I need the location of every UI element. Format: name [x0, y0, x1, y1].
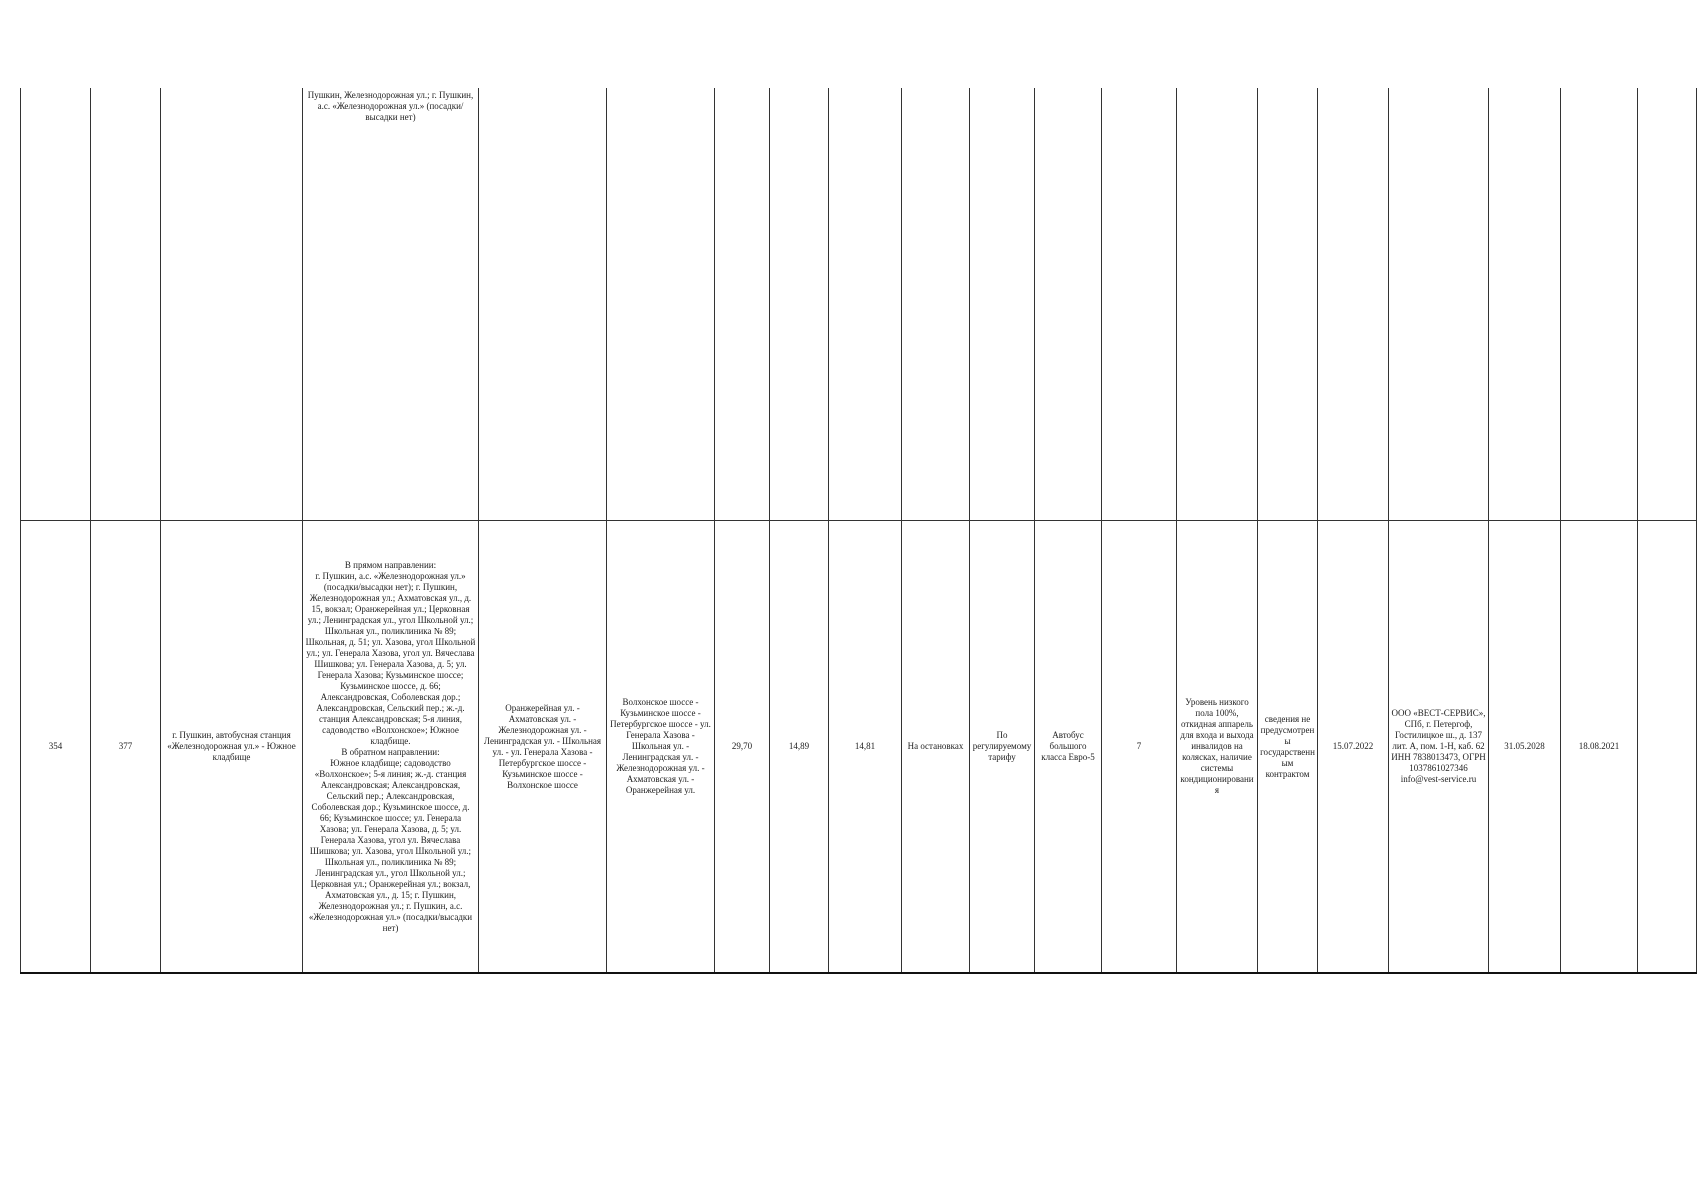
- cell-boarding: На остановках: [902, 521, 970, 974]
- cell-empty: [1318, 88, 1389, 521]
- cell-empty: [607, 88, 715, 521]
- cell-empty: [1035, 88, 1102, 521]
- cell-route-name: г. Пушкин, автобусная станция «Железнодорожная ул.» - Южное кладбище: [161, 521, 303, 974]
- cell-empty: [715, 88, 770, 521]
- cell-stops: В прямом направлении: г. Пушкин, а.с. «Железнодорожная ул.» (посадки/высадки нет); г. Пушкин, Железнодорожная ул.; Ахматовская ул., д. 15, вокзал; Оранжерейная ул.; Церковная ул.; Ленинградская ул., угол Школьной ул.; Школьная ул., поликлиника № 89; Школьная, д. 51; ул. Хазова, угол Школьной ул.; ул. Генерала Хазова, угол ул. Вячеслава Шишкова; ул. Генерала Хазова, д. 5; ул. Генерала Хазова; Кузьминское шоссе; Кузьминское шоссе, д. 66; Александровская, Соболевская дор.; Александровская, Сельский пер.; ж.-д. станция Александровская; 5-я линия, садоводство «Волхонское»; Южное кладбище. В обратном направлении: Южное кладбище; садоводство «Волхонское»; 5-я линия; ж.-д. станция Александровская; Александровская, Сельский пер.; Александровская, Соболевская дор.; Кузьминское шоссе, д. 66; Кузьминское шоссе; ул. Генерала Хазова; ул. Генерала Хазова, д. 5; ул. Генерала Хазова, угол ул. Вячеслава Шишкова; ул. Хазова, угол Школьной ул.; Школьная ул., поликлиника № 89; Ленинградская ул., угол Школьной ул.; Церковная ул.; Оранжерейная ул.; вокзал, Ахматовская ул., д. 15; г. Пушкин, Железнодорожная ул.; г. Пушкин, а.с. «Железнодорожная ул.» (посадки/высадки нет): [303, 521, 479, 974]
- cell-start-date: 15.07.2022: [1318, 521, 1389, 974]
- cell-empty: [91, 88, 161, 521]
- cell-empty: [970, 88, 1035, 521]
- cell-empty: [479, 88, 607, 521]
- cell-contract-info: сведения не предусмотрены государственным контрактом: [1258, 521, 1318, 974]
- cell-characteristics: Уровень низкого пола 100%, откидная аппарель для входа и выхода инвалидов на колясках, наличие системы кондиционирования: [1177, 521, 1258, 974]
- cell-end-date: 31.05.2028: [1489, 521, 1561, 974]
- cell-carrier: ООО «ВЕСТ-СЕРВИС», СПб, г. Петергоф, Гостилицкое ш., д. 137 лит. А, пом. 1-Н, каб. 62 ИНН 7838013473, ОГРН 1037861027346 info@vest-service.ru: [1389, 521, 1489, 974]
- cell-empty: [1102, 88, 1177, 521]
- cell-doc-date: 18.08.2021: [1561, 521, 1638, 974]
- table-row: [21, 521, 1697, 974]
- cell-streets-backward: Волхонское шоссе - Кузьминское шоссе - Петербургское шоссе - ул. Генерала Хазова - Школьная ул. - Ленинградская ул. - Железнодорожная ул. - Ахматовская ул. - Оранжерейная ул.: [607, 521, 715, 974]
- cell-empty: [1638, 88, 1697, 521]
- route-registry-table: [20, 88, 1697, 974]
- cell-tariff: По регулируемому тарифу: [970, 521, 1035, 974]
- cell-route-number: 377: [91, 521, 161, 974]
- cell-reg-number: 354: [21, 521, 91, 974]
- cell-empty: [1489, 88, 1561, 521]
- cell-stops-continued: Пушкин, Железнодорожная ул.; г. Пушкин, а.с. «Железнодорожная ул.» (посадки/высадки нет): [303, 88, 479, 521]
- cell-length-total: 29,70: [715, 521, 770, 974]
- cell-empty: [1258, 88, 1318, 521]
- cell-empty: [1389, 88, 1489, 521]
- cell-length-forward: 14,89: [770, 521, 829, 974]
- cell-empty: [902, 88, 970, 521]
- cell-vehicle: Автобус большого класса Евро-5: [1035, 521, 1102, 974]
- table-row-continued: [21, 88, 1697, 521]
- cell-last: [1638, 521, 1697, 974]
- cell-empty: [829, 88, 902, 521]
- cell-empty: [1561, 88, 1638, 521]
- cell-empty: [770, 88, 829, 521]
- cell-streets-forward: Оранжерейная ул. - Ахматовская ул. - Железнодорожная ул. - Ленинградская ул. - Школьная ул. - ул. Генерала Хазова - Петербургское шоссе - Кузьминское шоссе - Волхонское шоссе: [479, 521, 607, 974]
- cell-empty: [1177, 88, 1258, 521]
- cell-empty: [21, 88, 91, 521]
- cell-empty: [161, 88, 303, 521]
- cell-length-backward: 14,81: [829, 521, 902, 974]
- cell-vehicle-count: 7: [1102, 521, 1177, 974]
